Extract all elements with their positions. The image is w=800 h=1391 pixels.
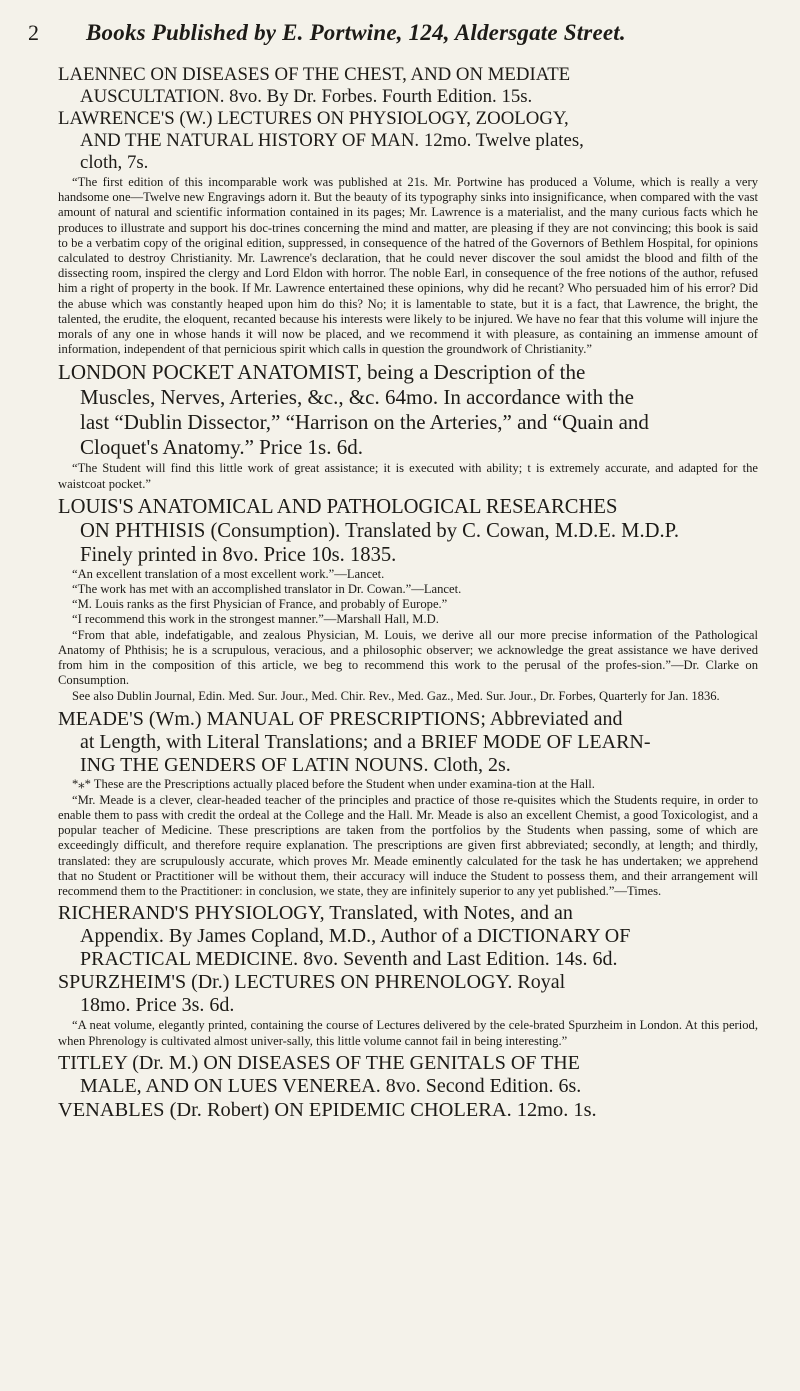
- entry-heading: LAWRENCE'S (W.) LECTURES ON PHYSIOLOGY, ZOOLOGY,: [58, 108, 569, 129]
- entry-heading: LOUIS'S ANATOMICAL AND PATHOLOGICAL RESEARCHES: [58, 495, 618, 518]
- entry-note: *⁎* These are the Prescriptions actually placed before the Student when under examina-tion at the Hall.: [72, 776, 595, 791]
- entry-heading: LONDON POCKET ANATOMIST, being a Description of the: [58, 360, 586, 385]
- entry-review: “An excellent translation of a most excellent work.”—Lancet.: [72, 566, 385, 581]
- entry-review: “I recommend this work in the strongest manner.”—Marshall Hall, M.D.: [72, 612, 439, 627]
- catalogue-entry-meade: [58, 708, 758, 900]
- entry-heading: TITLEY (Dr. M.) ON DISEASES OF THE GENITALS OF THE: [58, 1051, 580, 1074]
- entry-heading: RICHERAND'S PHYSIOLOGY, Translated, with Notes, and an: [58, 902, 573, 925]
- entry-review: “M. Louis ranks as the first Physician of France, and probably of Europe.”: [72, 597, 448, 612]
- entry-heading: MEADE'S (Wm.) MANUAL OF PRESCRIPTIONS; Abbreviated and: [58, 707, 623, 730]
- entry-heading: SPURZHEIM'S (Dr.) LECTURES ON PHRENOLOGY. Royal: [58, 971, 566, 994]
- entry-heading-cont: ING THE GENDERS OF LATIN NOUNS. Cloth, 2s.: [80, 753, 511, 776]
- entry-heading: VENABLES (Dr. Robert) ON EPIDEMIC CHOLERA. 12mo. 1s.: [58, 1098, 597, 1121]
- entry-heading-cont: cloth, 7s.: [80, 152, 149, 173]
- entry-heading-cont: ON PHTHISIS (Consumption). Translated by C. Cowan, M.D.E. M.D.P.: [80, 519, 679, 542]
- entry-heading: LAENNEC ON DISEASES OF THE CHEST, AND ON MEDIATE: [58, 64, 571, 85]
- entry-heading-cont: at Length, with Literal Translations; and a BRIEF MODE OF LEARN-: [80, 730, 651, 753]
- entry-heading-cont: MALE, AND ON LUES VENEREA. 8vo. Second Edition. 6s.: [80, 1074, 582, 1097]
- entry-heading-cont: last “Dublin Dissector,” “Harrison on the Arteries,” and “Quain and: [80, 410, 649, 435]
- catalogue-entry-venables: [58, 1098, 758, 1122]
- running-title: Books Published by E. Portwine, 124, Aldersgate Street.: [86, 20, 626, 45]
- catalogue-entry-spurzheim: [58, 971, 758, 1048]
- entry-review: “The work has met with an accomplished translator in Dr. Cowan.”—Lancet.: [72, 582, 462, 597]
- entry-review: “The Student will find this little work of great assistance; it is executed with ability; t is extremely accurate, and adapted for the waistcoat pocket.”: [58, 461, 758, 491]
- entry-heading-cont: PRACTICAL MEDICINE. 8vo. Seventh and Last Edition. 14s. 6d.: [80, 948, 618, 971]
- catalogue-entry-louis: [58, 495, 758, 705]
- entry-heading-cont: Finely printed in 8vo. Price 10s. 1835.: [80, 543, 397, 566]
- entry-review: “From that able, indefatigable, and zealous Physician, M. Louis, we derive all our more precise information of the Pathological Anatomy of Phthisis; he is a scrupulous, veracious, and a philosophic observer; we acknowledge the great assistance we have derived from him in the composition of this article, we beg to recommend this work to the perusal of the profes-sion.”—Dr. Clarke on Consumption.: [58, 627, 758, 688]
- catalogue-entry-titley: [58, 1052, 758, 1098]
- catalogue-entry-lawrence: [58, 108, 758, 357]
- entry-heading-cont: AUSCULTATION. 8vo. By Dr. Forbes. Fourth Edition. 15s.: [80, 86, 533, 107]
- entry-review: See also Dublin Journal, Edin. Med. Sur. Jour., Med. Chir. Rev., Med. Gaz., Med. Sur. Jour., Dr. Forbes, Quarterly for Jan. 1836.: [72, 689, 720, 704]
- entry-review: “Mr. Meade is a clever, clear-headed teacher of the principles and practice of those re-quisites which the Students require, in order to enable them to pass with credit the ordeal at the College and the Hall. Mr. Meade is also an excellent Chemist, a good Toxicologist, and a popular teacher of Medicine. These prescriptions are taken from the portfolios by the Students when passing, some of which are exceedingly difficult, and therefore require explanation. The prescriptions are given first abbreviated; secondly, at length; and thirdly, translated: they are scrupulously accurate, which proves Mr. Meade eminently calculated for the task he has undertaken; we apprehend that no Student or Practitioner will be without them, their accuracy will induce the Student to possess them, and their arrangement will recommend them to the Practitioner: in conclusion, we state, they are infinitely superior to any yet published.”—Times.: [58, 792, 758, 899]
- running-head: [28, 20, 758, 46]
- entry-review: “The first edition of this incomparable work was published at 21s. Mr. Portwine has produced a Volume, which is really a very handsome one—Twelve new Engravings adorn it. But the beauty of its typography sinks into insignificance, when compared with the vast amount of natural and scientific information contained in its pages; Mr. Lawrence is a materialist, and the many curious facts which he produces to illustrate and support his doc-trines concerning the mind and matter, are pleasing if they are not convincing; this book is said to be a verbatim copy of the original edition, suppressed, in consequence of the hatred of the Governors of Bethlem Hospital, for opinions calculated to destroy Christianity. Mr. Lawrence's declaration, that he could never discover the soul amidst the blood and filth of the dissecting room, inspired the clergy and Lord Eldon with horror. The noble Earl, in consequence of the free notions of the author, refused him a right of property in the book. If Mr. Lawrence entertained these opinions, why did he recant? Who persuaded him of his error? Did the abuse which was constantly heaped upon him do this? No; it is lamentable to state, but it is a fact, that Lawrence, the bright, the talented, the erudite, the eloquent, recanted because his interests were likely to be injured. We have no fear that this volume will injure the morals of any one in whose hands it will now be placed, and we recommend it with pleasure, as containing an immense amount of information, independent of that pernicious spirit which calls in question the groundwork of Christianity.”: [58, 175, 758, 357]
- entry-heading-cont: Appendix. By James Copland, M.D., Author of a DICTIONARY OF: [80, 925, 631, 948]
- catalogue-entry-laennec: [58, 64, 758, 108]
- entry-heading-cont: Muscles, Nerves, Arteries, &c., &c. 64mo. In accordance with the: [80, 385, 634, 410]
- entry-review: “A neat volume, elegantly printed, containing the course of Lectures delivered by the cele-brated Spurzheim in London. At this period, when Phrenology is cultivated almost univer-sally, this little volume cannot fail in being interesting.”: [58, 1018, 758, 1048]
- catalogue-entry-london-pocket-anatomist: [58, 360, 758, 491]
- entry-heading-cont: Cloquet's Anatomy.” Price 1s. 6d.: [80, 435, 363, 460]
- entry-heading-cont: 18mo. Price 3s. 6d.: [80, 994, 235, 1017]
- page-number: 2: [28, 20, 39, 45]
- entry-heading-cont: AND THE NATURAL HISTORY OF MAN. 12mo. Twelve plates,: [80, 130, 584, 151]
- catalogue-entry-richerand: [58, 902, 758, 971]
